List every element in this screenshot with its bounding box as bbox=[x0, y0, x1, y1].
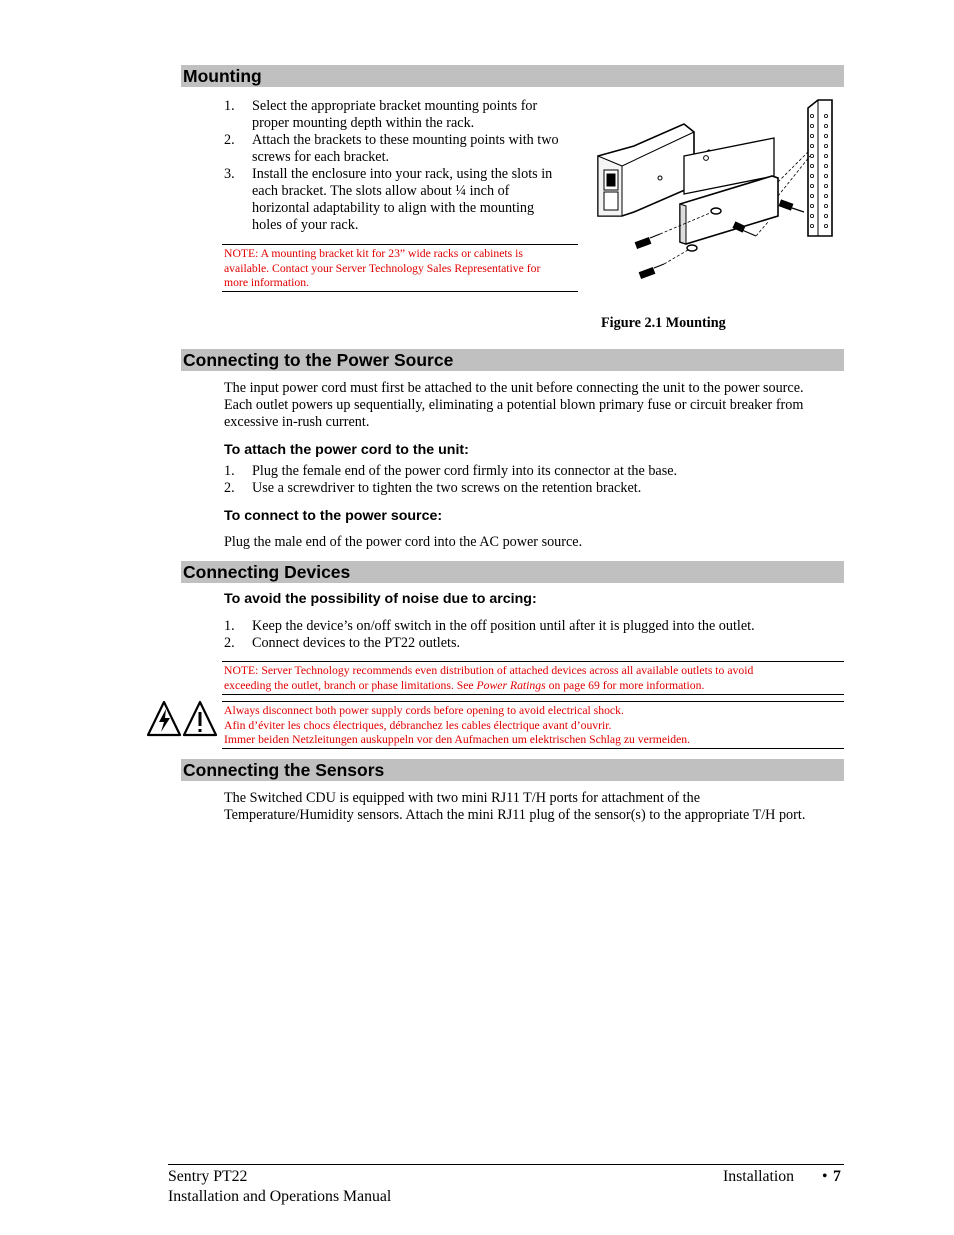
list-number: 2. bbox=[224, 480, 235, 496]
page-number: 7 bbox=[833, 1168, 841, 1185]
list-text: Select the appropriate bracket mounting points for proper mounting depth within the rack. bbox=[252, 98, 538, 131]
footer-manual-title: Installation and Operations Manual bbox=[168, 1188, 392, 1205]
figure-caption: Figure 2.1 Mounting bbox=[601, 315, 726, 331]
section-heading-mounting: Mounting bbox=[181, 65, 844, 87]
section-heading-power-source: Connecting to the Power Source bbox=[181, 349, 844, 371]
connect-power-text: Plug the male end of the power cord into the AC power source. bbox=[224, 534, 583, 550]
link-power-ratings: Power Ratings bbox=[476, 678, 546, 692]
list-text: Plug the female end of the power cord firmly into its connector at the base. bbox=[252, 463, 678, 479]
list-text: Attach the brackets to these mounting points with two screws for each bracket. bbox=[252, 132, 559, 165]
subheading-avoid-arcing: To avoid the possibility of noise due to arcing: bbox=[224, 591, 537, 607]
list-number: 2. bbox=[224, 132, 235, 148]
power-intro-paragraph: The input power cord must first be attached to the unit before connecting the unit to the power source. Each outlet powers up sequentially, eliminating a potential blown primary fuse or circuit breaker from excessive in-rush current. bbox=[224, 380, 804, 430]
mounting-figure bbox=[594, 96, 840, 292]
subheading-attach-power-cord: To attach the power cord to the unit: bbox=[224, 442, 469, 458]
section-heading-connecting-sensors: Connecting the Sensors bbox=[181, 759, 844, 781]
list-text: Install the enclosure into your rack, using the slots in each bracket. The slots allow about ¼ inch of horizontal adaptability to align with the mounting holes of your rack. bbox=[252, 166, 553, 233]
footer-bullet: • bbox=[822, 1168, 828, 1185]
list-number: 2. bbox=[224, 635, 235, 651]
list-text: Connect devices to the PT22 outlets. bbox=[252, 635, 461, 651]
note-mounting-kit: NOTE: A mounting bracket kit for 23” wide racks or cabinets is available. Contact your Server Technology Sales Representative for more information. bbox=[222, 244, 578, 292]
electric-shock-warning-icon bbox=[147, 700, 217, 738]
subheading-connect-power-source: To connect to the power source: bbox=[224, 508, 443, 524]
list-number: 1. bbox=[224, 618, 235, 634]
list-number: 1. bbox=[224, 463, 235, 479]
list-number: 3. bbox=[224, 166, 235, 182]
note-outlet-distribution: NOTE: Server Technology recommends even distribution of attached devices across all available outlets to avoid exceeding the outlet, branch or phase limitations. See Power Ratings on page 69 for more information. bbox=[222, 661, 844, 695]
section-heading-connecting-devices: Connecting Devices bbox=[181, 561, 844, 583]
list-text: Use a screwdriver to tighten the two screws on the retention bracket. bbox=[252, 480, 642, 496]
list-text: Keep the device’s on/off switch in the off position until after it is plugged into the outlet. bbox=[252, 618, 755, 634]
footer-product-name: Sentry PT22 bbox=[168, 1168, 248, 1185]
list-number: 1. bbox=[224, 98, 235, 114]
sensors-paragraph: The Switched CDU is equipped with two mini RJ11 T/H ports for attachment of the Temperature/Humidity sensors. Attach the mini RJ11 plug of the sensor(s) to the appropriate T/H port. bbox=[224, 790, 806, 823]
footer-rule bbox=[168, 1164, 844, 1165]
footer-section-name: Installation bbox=[723, 1168, 795, 1185]
electrical-shock-warning: Always disconnect both power supply cords before opening to avoid electrical shock. Afin d’éviter les chocs électriques, débranchez les cables électrique avant d’ouvrir. Immer beiden Netzleitungen auskuppeln vor den Aufmachen um elektrischen Schlag zu vermeiden. bbox=[222, 701, 844, 749]
